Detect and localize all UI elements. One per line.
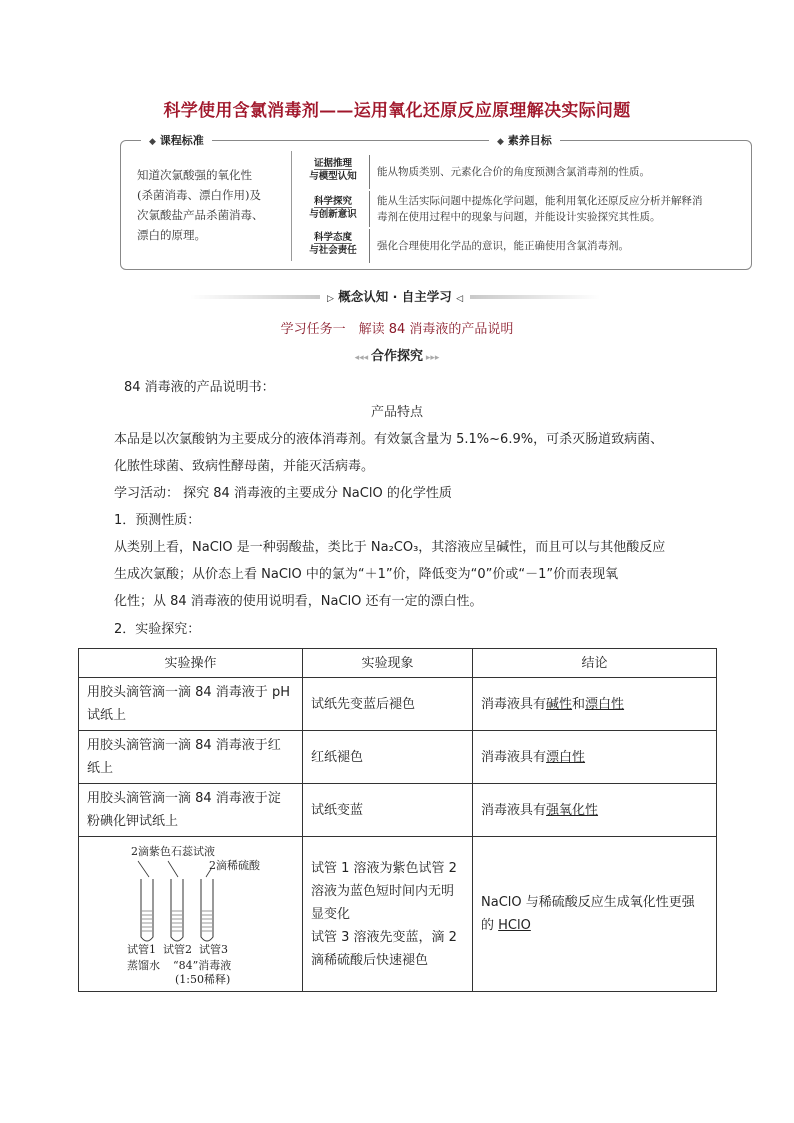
activity-line: 学习活动： 探究 84 消毒液的主要成分 NaClO 的化学性质 [114,486,452,501]
table-row: 用胶头滴管滴一滴 84 消毒液于红 纸上 红纸褪色 消毒液具有漂白性 [79,731,717,784]
experiment-heading: 2．实验探究： [114,622,201,637]
table-row: 用胶头滴管滴一滴 84 消毒液于 pH 试纸上 试纸先变蓝后褪色 消毒液具有碱性和漂白性 [79,678,717,731]
label-water: 蒸馏水 [127,959,160,972]
coop-title: ◂◂◂ 合作探究 ▸▸▸ [354,349,440,364]
table-row: 2滴紫色石蕊试液 2滴稀硫酸 试管1 试管2 试管3 蒸馏水 “84”消毒液 (1:50稀释) 试管 1 溶液为紫色试管 2 溶液为蓝色短时间内无明 显变化 试管 3 溶液先变蓝，滴 2 滴稀硫酸后快速褪色 NaClO 与稀硫酸反应生成氧化性更强 的 HClO [79,837,717,992]
course-line: 次氯酸盐产品杀菌消毒、 [137,208,264,222]
product-line: 本品是以次氯酸钠为主要成分的液体消毒剂。有效氯含量为 5.1%~6.9%，可杀灭肠道致病菌、 [114,432,664,447]
predict-line: 从类别上看，NaClO 是一种弱酸盐，类比于 Na₂CO₃，其溶液应呈碱性，而且可以与其他酸反应 [114,540,666,555]
label-dilution: (1:50稀释) [175,973,231,986]
standards-box [120,134,752,270]
competency-row [297,155,747,189]
table-header: 实验操作 [79,649,303,678]
label-tube2: 试管2 [163,943,192,956]
course-standard-tab: ◆ 课程标准 [141,133,212,149]
label-acid: 2滴稀硫酸 [209,859,260,872]
page-title: 科学使用含氯消毒剂——运用氧化还原反应原理解决实际问题 [163,101,631,121]
literacy-goal-tab: ◆ 素养目标 [489,133,560,149]
label-tube3: 试管3 [199,943,228,956]
section-banner: ▷ 概念认知 · 自主学习 ◁ [190,287,600,307]
label-litmus: 2滴紫色石蕊试液 [131,845,215,858]
competency-text: 能从生活实际问题中提炼化学问题，能利用氧化还原反应分析并解释消 毒剂在使用过程中的现象与问题，并能设计实验探究其性质。 [377,195,703,223]
product-line: 化脓性球菌、致病性酵母菌，并能灭活病毒。 [114,459,375,474]
course-line: (杀菌消毒、漂白作用)及 [137,188,261,202]
task-title: 学习任务一 解读 84 消毒液的产品说明 [280,322,514,337]
label-bleach: “84”消毒液 [173,959,232,972]
literacy-goal-label: 素养目标 [507,134,552,147]
competency-row [297,191,747,227]
product-heading: 产品特点 [370,405,423,420]
competency-label: 科学探究 与创新意识 [309,196,357,220]
course-standard-label: 课程标准 [159,134,204,147]
competency-text: 能从物质类别、元素化合价的角度预测含氯消毒剂的性质。 [377,166,650,178]
experiment-table [78,648,717,992]
course-line: 漂白的原理。 [137,228,206,242]
intro-line: 84 消毒液的产品说明书： [124,380,275,395]
predict-heading: 1．预测性质： [114,513,201,528]
predict-line: 生成次氯酸；从价态上看 NaClO 中的氯为“＋1”价，降低变为“0”价或“－1”价而表现氧 [114,567,619,582]
label-tube1: 试管1 [127,943,156,956]
table-header: 结论 [473,649,717,678]
course-standard-text [137,165,287,245]
test-tube-diagram [83,839,293,989]
competency-text: 强化合理使用化学品的意识，能正确使用含氯消毒剂。 [377,240,629,252]
course-line: 知道次氯酸强的氧化性 [137,168,252,182]
competency-row [297,229,747,263]
divider [291,151,292,261]
table-row: 用胶头滴管滴一滴 84 消毒液于淀 粉碘化钾试纸上 试纸变蓝 消毒液具有强氧化性 [79,784,717,837]
competency-label: 证据推理 与模型认知 [309,158,357,182]
predict-line: 化性；从 84 消毒液的使用说明看，NaClO 还有一定的漂白性。 [114,594,483,609]
competency-label: 科学态度 与社会责任 [309,232,357,256]
table-header: 实验现象 [303,649,473,678]
section-banner-text: 概念认知 · 自主学习 [338,289,452,304]
